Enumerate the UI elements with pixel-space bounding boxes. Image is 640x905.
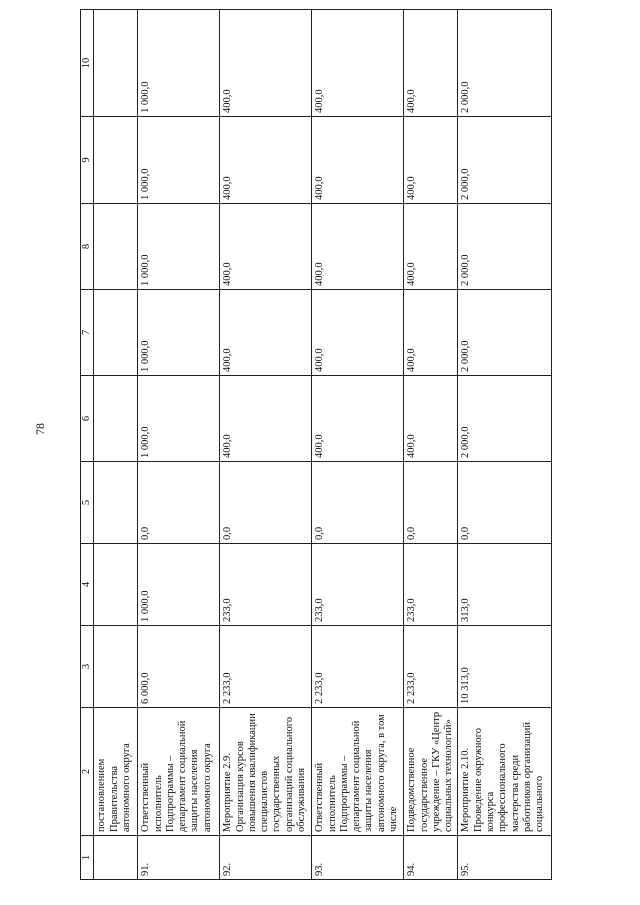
cell-col6: 400,0 xyxy=(312,376,404,462)
cell-col3: 6 000,0 xyxy=(138,626,220,708)
cell-col10: 400,0 xyxy=(312,10,404,117)
cell-col10: 400,0 xyxy=(404,10,458,117)
cell-col3: 2 233,0 xyxy=(312,626,404,708)
cell-col4: 233,0 xyxy=(220,544,312,626)
cell-col5: 0,0 xyxy=(404,462,458,544)
row-name: Ответственный исполнитель Подпрограммы – департамент социальной защиты населения автономного округа xyxy=(138,708,220,836)
cell-col10: 1 000,0 xyxy=(138,10,220,117)
col-header-1: 1 xyxy=(81,836,94,880)
cell-col6: 400,0 xyxy=(220,376,312,462)
row-number: 95. xyxy=(458,836,552,880)
cell-col5: 0,0 xyxy=(458,462,552,544)
page-number: 78 xyxy=(33,423,47,435)
cell-col10 xyxy=(94,10,138,117)
row-name: Подведомственное государственное учреждение – ГКУ «Центр социальных технологий» xyxy=(404,708,458,836)
cell-col5: 0,0 xyxy=(220,462,312,544)
cell-col6: 400,0 xyxy=(404,376,458,462)
cell-col8 xyxy=(94,204,138,290)
cell-col7: 400,0 xyxy=(312,290,404,376)
cell-col4: 1 000,0 xyxy=(138,544,220,626)
cell-col9: 400,0 xyxy=(312,117,404,204)
cell-col7: 2 000,0 xyxy=(458,290,552,376)
table-row xyxy=(94,10,138,880)
row-number xyxy=(94,836,138,880)
cell-col9 xyxy=(94,117,138,204)
row-name: Мероприятие 2.9. Организация курсов повышения квалификации специалистов государственных организаций социального обслуживания xyxy=(220,708,312,836)
cell-col7 xyxy=(94,290,138,376)
cell-col9: 1 000,0 xyxy=(138,117,220,204)
table-row xyxy=(220,10,312,880)
cell-col3 xyxy=(94,626,138,708)
cell-col5: 0,0 xyxy=(312,462,404,544)
row-number: 93. xyxy=(312,836,404,880)
cell-col4: 233,0 xyxy=(404,544,458,626)
cell-col9: 400,0 xyxy=(220,117,312,204)
row-number: 94. xyxy=(404,836,458,880)
col-header-2: 2 xyxy=(81,708,94,836)
col-header-7: 7 xyxy=(81,290,94,376)
header-row xyxy=(81,10,94,880)
funding-table xyxy=(80,9,552,880)
cell-col7: 400,0 xyxy=(220,290,312,376)
col-header-3: 3 xyxy=(81,626,94,708)
row-number: 92. xyxy=(220,836,312,880)
cell-col8: 400,0 xyxy=(404,204,458,290)
table-row xyxy=(312,10,404,880)
cell-col8: 1 000,0 xyxy=(138,204,220,290)
cell-col7: 1 000,0 xyxy=(138,290,220,376)
cell-col4: 313,0 xyxy=(458,544,552,626)
col-header-4: 4 xyxy=(81,544,94,626)
cell-col5: 0,0 xyxy=(138,462,220,544)
cell-col6: 1 000,0 xyxy=(138,376,220,462)
table-row xyxy=(458,10,552,880)
cell-col3: 2 233,0 xyxy=(404,626,458,708)
cell-col9: 2 000,0 xyxy=(458,117,552,204)
col-header-6: 6 xyxy=(81,376,94,462)
cell-col9: 400,0 xyxy=(404,117,458,204)
row-name: Мероприятие 2.10. Проведение окружного конкурса профессионального мастерства среди работников организаций социального xyxy=(458,708,552,836)
cell-col7: 400,0 xyxy=(404,290,458,376)
table-row xyxy=(404,10,458,880)
rotated-table-wrapper xyxy=(80,10,546,880)
cell-col4 xyxy=(94,544,138,626)
col-header-9: 9 xyxy=(81,117,94,204)
cell-col8: 400,0 xyxy=(220,204,312,290)
cell-col10: 2 000,0 xyxy=(458,10,552,117)
col-header-10: 10 xyxy=(81,10,94,117)
row-name: постановлением Правительства автономного округа xyxy=(94,708,138,836)
cell-col10: 400,0 xyxy=(220,10,312,117)
cell-col8: 2 000,0 xyxy=(458,204,552,290)
cell-col3: 10 313,0 xyxy=(458,626,552,708)
cell-col8: 400,0 xyxy=(312,204,404,290)
table-row xyxy=(138,10,220,880)
cell-col4: 233,0 xyxy=(312,544,404,626)
cell-col5 xyxy=(94,462,138,544)
cell-col3: 2 233,0 xyxy=(220,626,312,708)
row-number: 91. xyxy=(138,836,220,880)
row-name: Ответственный исполнитель Подпрограммы – департамент социальной защиты населения автономного округа, в том числе xyxy=(312,708,404,836)
cell-col6: 2 000,0 xyxy=(458,376,552,462)
col-header-5: 5 xyxy=(81,462,94,544)
col-header-8: 8 xyxy=(81,204,94,290)
cell-col6 xyxy=(94,376,138,462)
